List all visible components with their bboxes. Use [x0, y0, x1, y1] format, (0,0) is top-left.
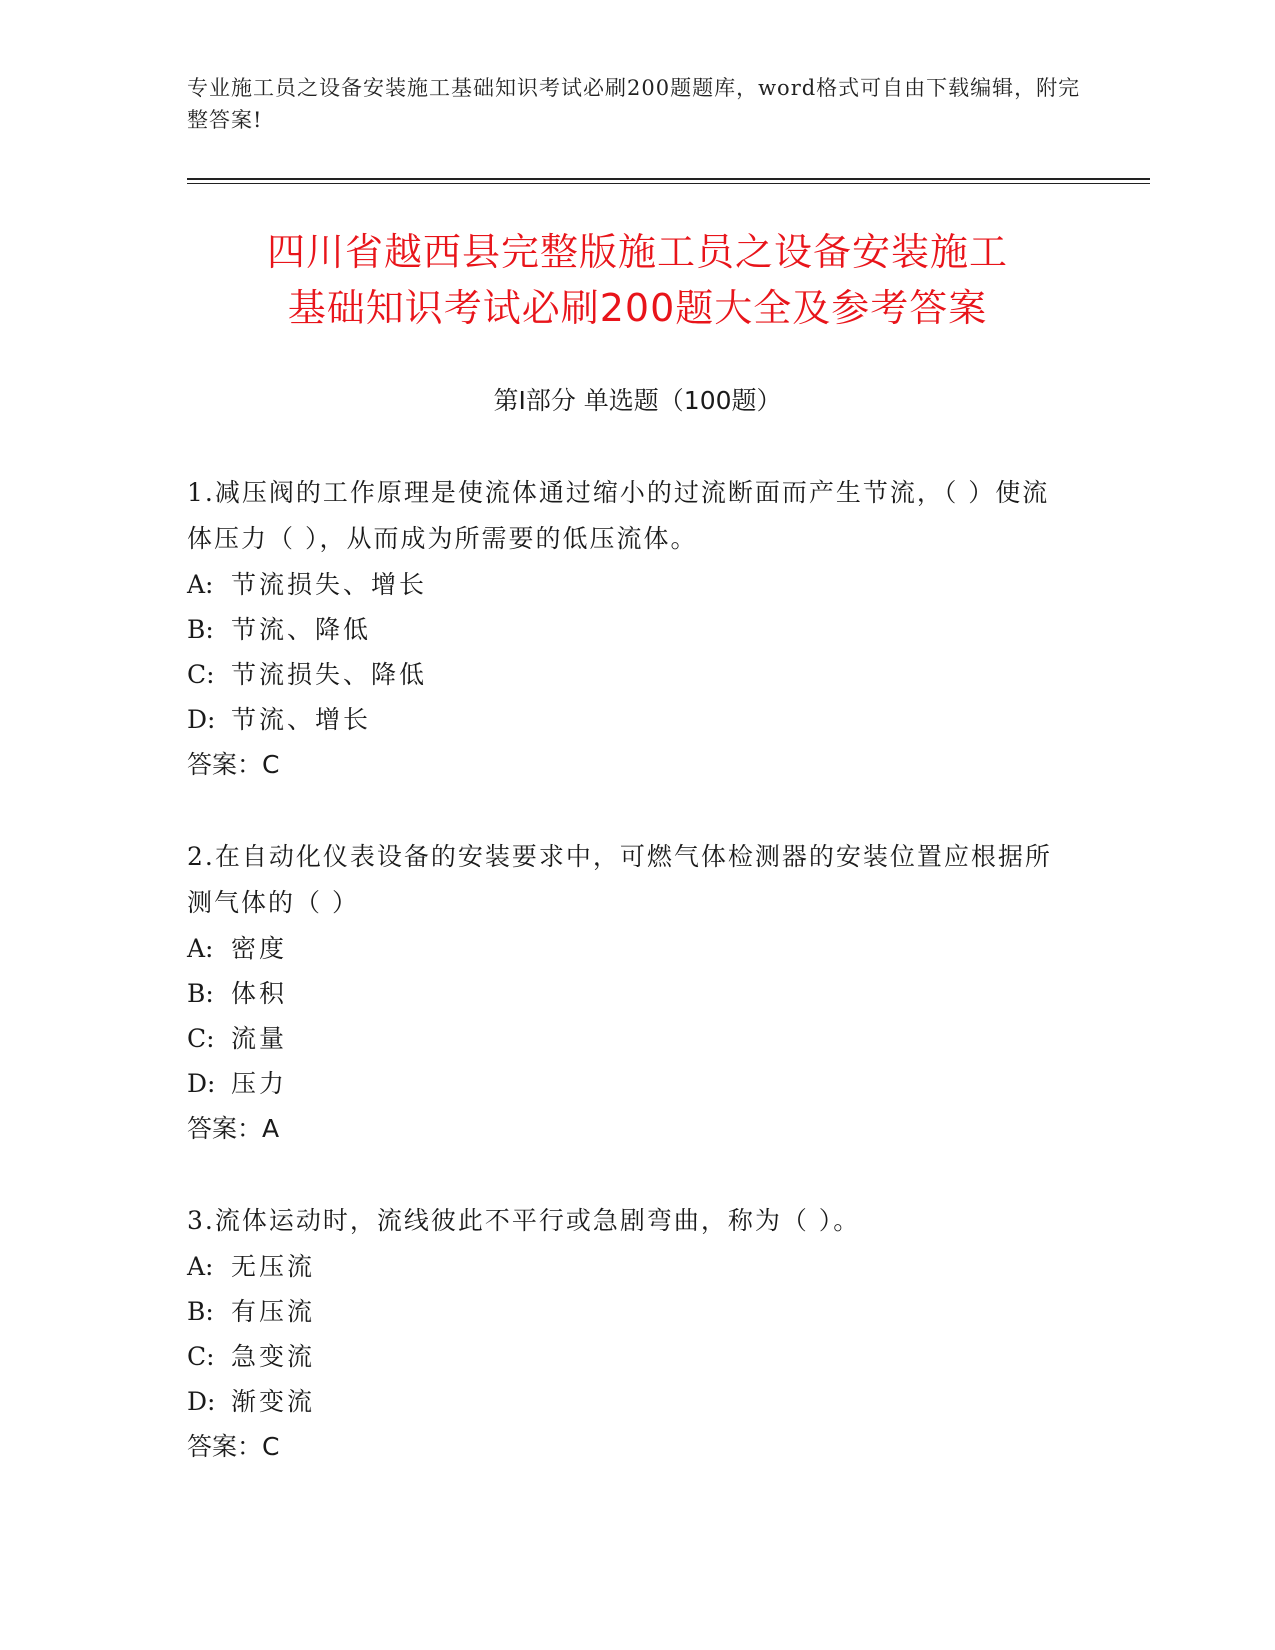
- header-note: 专业施工员之设备安装施工基础知识考试必刷200题题库，word格式可自由下载编辑，附完整答案!: [187, 76, 1081, 132]
- document-title-line-1: 四川省越西县完整版施工员之设备安装施工: [266, 230, 1008, 274]
- option-text: 渐变流: [231, 1387, 316, 1416]
- answer-line: 答案：C: [187, 750, 280, 779]
- option-a: [187, 562, 1067, 607]
- option-letter: C:: [187, 1024, 215, 1053]
- document-title: [160, 224, 1115, 336]
- option-a: [187, 1244, 1067, 1289]
- option-c: [187, 1334, 1067, 1379]
- question-stem: 1.减压阀的工作原理是使流体通过缩小的过流断面而产生节流，（ ）使流体压力（ ），从而成为所需要的低压流体。: [187, 478, 1050, 553]
- option-text: 无压流: [231, 1252, 316, 1281]
- question-2: [187, 834, 1067, 1152]
- option-letter: B:: [187, 979, 214, 1008]
- option-b: [187, 1289, 1067, 1334]
- option-text: 有压流: [231, 1297, 316, 1326]
- option-d: [187, 697, 1067, 742]
- option-text: 体积: [231, 979, 288, 1008]
- option-text: 流量: [231, 1024, 288, 1053]
- option-text: 节流、增长: [231, 705, 372, 734]
- question-1: [187, 470, 1067, 788]
- option-letter: C:: [187, 1342, 215, 1371]
- question-stem: 3.流体运动时，流线彼此不平行或急剧弯曲，称为（ ）。: [187, 1206, 861, 1235]
- option-text: 密度: [231, 934, 288, 963]
- question-3: [187, 1198, 1067, 1470]
- option-text: 急变流: [231, 1342, 316, 1371]
- section-heading: 第Ⅰ部分 单选题（100题）: [493, 386, 782, 415]
- option-c: [187, 1016, 1067, 1061]
- answer-line: 答案：C: [187, 1432, 280, 1461]
- option-text: 压力: [231, 1069, 288, 1098]
- header-divider-thick: [187, 178, 1150, 180]
- option-b: [187, 971, 1067, 1016]
- question-stem: 2.在自动化仪表设备的安装要求中，可燃气体检测器的安装位置应根据所测气体的（ ）: [187, 842, 1052, 917]
- option-d: [187, 1061, 1067, 1106]
- option-letter: D:: [187, 1387, 216, 1416]
- option-letter: C:: [187, 660, 215, 689]
- option-letter: A:: [187, 934, 214, 963]
- option-letter: A:: [187, 570, 214, 599]
- option-letter: A:: [187, 1252, 214, 1281]
- option-c: [187, 652, 1067, 697]
- answer-line: 答案：A: [187, 1114, 280, 1143]
- option-letter: D:: [187, 705, 216, 734]
- option-letter: B:: [187, 1297, 214, 1326]
- option-text: 节流损失、降低: [231, 660, 428, 689]
- option-text: 节流、降低: [231, 615, 372, 644]
- option-letter: B:: [187, 615, 214, 644]
- option-letter: D:: [187, 1069, 216, 1098]
- option-a: [187, 926, 1067, 971]
- document-title-line-2: 基础知识考试必刷200题大全及参考答案: [287, 286, 988, 330]
- question-list: [187, 470, 1067, 1516]
- option-b: [187, 607, 1067, 652]
- option-d: [187, 1379, 1067, 1424]
- header-divider-thin: [187, 183, 1150, 184]
- option-text: 节流损失、增长: [231, 570, 428, 599]
